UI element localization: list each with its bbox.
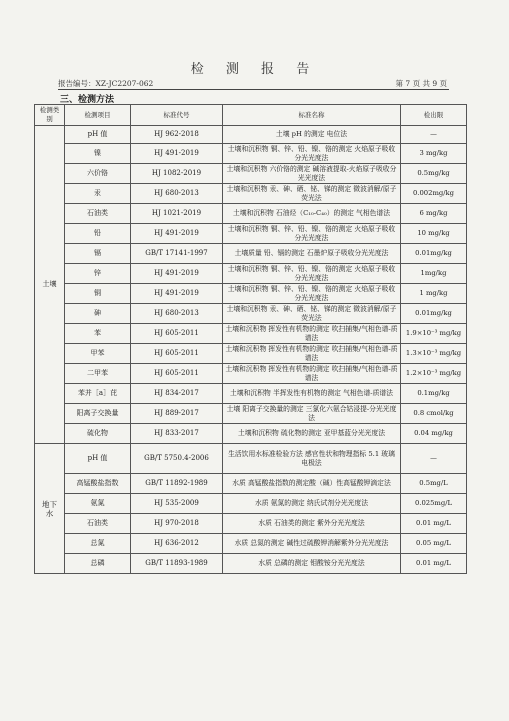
method-cell: 土壤质量 铅、镉的测定 石墨炉原子吸收分光光度法 bbox=[223, 244, 401, 264]
header-method: 标准名称 bbox=[223, 105, 401, 126]
code-cell: HJ 491-2019 bbox=[131, 284, 223, 304]
item-cell: 硫化物 bbox=[65, 424, 131, 444]
code-cell: HJ 962-2018 bbox=[131, 126, 223, 144]
code-cell: GB/T 11892-1989 bbox=[131, 474, 223, 494]
limit-cell: 0.01 mg/L bbox=[401, 554, 467, 574]
limit-cell: 0.8 cmol/kg bbox=[401, 404, 467, 424]
method-cell: 土壤 阳离子交换量的测定 三氯化六氨合钴浸提-分光光度法 bbox=[223, 404, 401, 424]
header-code: 标准代号 bbox=[131, 105, 223, 126]
limit-cell: — bbox=[401, 126, 467, 144]
table-row bbox=[35, 424, 467, 444]
code-cell: HJ 1021-2019 bbox=[131, 204, 223, 224]
item-cell: 铜 bbox=[65, 284, 131, 304]
table-row bbox=[35, 404, 467, 424]
table-row bbox=[35, 324, 467, 344]
code-cell: HJ 491-2019 bbox=[131, 224, 223, 244]
item-cell: 高锰酸盐指数 bbox=[65, 474, 131, 494]
code-cell: HJ 680-2013 bbox=[131, 184, 223, 204]
report-number: 报告编号：XZ-JC2207-062 bbox=[58, 79, 154, 88]
section-title: 三、检测方法 bbox=[60, 95, 115, 105]
category-cell: 地下水 bbox=[35, 444, 65, 574]
code-cell: HJ 605-2011 bbox=[131, 344, 223, 364]
table-row bbox=[35, 444, 467, 474]
table-row bbox=[35, 514, 467, 534]
table-row bbox=[35, 304, 467, 324]
method-cell: 土壤和沉积物 挥发性有机物的测定 吹扫捕集/气相色谱-质谱法 bbox=[223, 364, 401, 384]
header-divider bbox=[58, 89, 449, 90]
limit-cell: 10 mg/kg bbox=[401, 224, 467, 244]
code-cell: GB/T 5750.4-2006 bbox=[131, 444, 223, 474]
code-cell: HJ 680-2013 bbox=[131, 304, 223, 324]
item-cell: 石油类 bbox=[65, 204, 131, 224]
method-cell: 土壤和沉积物 铜、锌、铅、镍、铬的测定 火焰原子吸收分光光度法 bbox=[223, 144, 401, 164]
page-info: 第 7 页 共 9 页 bbox=[395, 79, 447, 88]
item-cell: 镉 bbox=[65, 244, 131, 264]
item-cell: 锌 bbox=[65, 264, 131, 284]
code-cell: HJ 535-2009 bbox=[131, 494, 223, 514]
method-cell: 水质 高锰酸盐指数的测定酸（碱）性高锰酸钾滴定法 bbox=[223, 474, 401, 494]
limit-cell: 1 mg/kg bbox=[401, 284, 467, 304]
code-cell: HJ 491-2019 bbox=[131, 144, 223, 164]
header-item: 检测项目 bbox=[65, 105, 131, 126]
item-cell: 砷 bbox=[65, 304, 131, 324]
item-cell: 总氮 bbox=[65, 534, 131, 554]
header-category: 检测类别 bbox=[35, 105, 65, 126]
code-cell: HJ 605-2011 bbox=[131, 364, 223, 384]
item-cell: 苯并［a］芘 bbox=[65, 384, 131, 404]
header-limit: 检出限 bbox=[401, 105, 467, 126]
item-cell: 总磷 bbox=[65, 554, 131, 574]
method-cell: 土壤和沉积物 汞、砷、硒、铋、锑的测定 微波消解/原子荧光法 bbox=[223, 184, 401, 204]
table-row bbox=[35, 554, 467, 574]
code-cell: HJ 834-2017 bbox=[131, 384, 223, 404]
table-row bbox=[35, 184, 467, 204]
table-row bbox=[35, 534, 467, 554]
category-cell: 土壤 bbox=[35, 126, 65, 444]
method-cell: 水质 石油类的测定 紫外分光光度法 bbox=[223, 514, 401, 534]
item-cell: 甲苯 bbox=[65, 344, 131, 364]
limit-cell: 1.3×10⁻³ mg/kg bbox=[401, 344, 467, 364]
item-cell: 阳离子交换量 bbox=[65, 404, 131, 424]
code-cell: HJ 491-2019 bbox=[131, 264, 223, 284]
table-row bbox=[35, 264, 467, 284]
table-row bbox=[35, 204, 467, 224]
method-cell: 土壤和沉积物 汞、砷、硒、铋、锑的测定 微波消解/原子荧光法 bbox=[223, 304, 401, 324]
limit-cell: 0.01mg/kg bbox=[401, 304, 467, 324]
method-cell: 土壤和沉积物 挥发性有机物的测定 吹扫捕集/气相色谱-质谱法 bbox=[223, 344, 401, 364]
method-cell: 土壤和沉积物 硫化物的测定 亚甲基蓝分光光度法 bbox=[223, 424, 401, 444]
table-row bbox=[35, 284, 467, 304]
method-cell: 土壤和沉积物 铜、锌、铅、镍、铬的测定 火焰原子吸收分光光度法 bbox=[223, 264, 401, 284]
limit-cell: 0.025mg/L bbox=[401, 494, 467, 514]
limit-cell: 0.002mg/kg bbox=[401, 184, 467, 204]
limit-cell: 0.01 mg/L bbox=[401, 514, 467, 534]
item-cell: 石油类 bbox=[65, 514, 131, 534]
table-row bbox=[35, 164, 467, 184]
method-cell: 水质 总氮的测定 碱性过硫酸钾消解紫外分光光度法 bbox=[223, 534, 401, 554]
methods-table bbox=[34, 104, 467, 574]
limit-cell: 0.04 mg/kg bbox=[401, 424, 467, 444]
item-cell: 镍 bbox=[65, 144, 131, 164]
method-cell: 土壤和沉积物 铜、锌、铅、镍、铬的测定 火焰原子吸收分光光度法 bbox=[223, 284, 401, 304]
item-cell: 二甲苯 bbox=[65, 364, 131, 384]
limit-cell: 1.2×10⁻³ mg/kg bbox=[401, 364, 467, 384]
table-row bbox=[35, 126, 467, 144]
table-row bbox=[35, 224, 467, 244]
code-cell: HJ 970-2018 bbox=[131, 514, 223, 534]
method-cell: 土壤和沉积物 石油烃（C₁₀-C₄₀）的测定 气相色谱法 bbox=[223, 204, 401, 224]
code-cell: GB/T 17141-1997 bbox=[131, 244, 223, 264]
method-cell: 水质 氨氮的测定 纳氏试剂分光光度法 bbox=[223, 494, 401, 514]
table-header-row bbox=[35, 105, 467, 126]
limit-cell: 0.5mg/L bbox=[401, 474, 467, 494]
report-title: 检 测 报 告 bbox=[190, 62, 319, 77]
limit-cell: 1mg/kg bbox=[401, 264, 467, 284]
item-cell: 氨氮 bbox=[65, 494, 131, 514]
code-cell: HJ 889-2017 bbox=[131, 404, 223, 424]
item-cell: pH 值 bbox=[65, 444, 131, 474]
item-cell: 六价铬 bbox=[65, 164, 131, 184]
table-row bbox=[35, 244, 467, 264]
limit-cell: 1.9×10⁻³ mg/kg bbox=[401, 324, 467, 344]
code-cell: HJ 1082-2019 bbox=[131, 164, 223, 184]
method-cell: 土壤和沉积物 铜、锌、铅、镍、铬的测定 火焰原子吸收分光光度法 bbox=[223, 224, 401, 244]
method-cell: 生活饮用水标准检验方法 感官性状和物理指标 5.1 玻璃电极法 bbox=[223, 444, 401, 474]
method-cell: 水质 总磷的测定 钼酸铵分光光度法 bbox=[223, 554, 401, 574]
code-cell: GB/T 11893-1989 bbox=[131, 554, 223, 574]
method-cell: 土壤和沉积物 半挥发性有机物的测定 气相色谱-质谱法 bbox=[223, 384, 401, 404]
limit-cell: 0.01mg/kg bbox=[401, 244, 467, 264]
item-cell: 汞 bbox=[65, 184, 131, 204]
method-cell: 土壤和沉积物 挥发性有机物的测定 吹扫捕集/气相色谱-质谱法 bbox=[223, 324, 401, 344]
table-row bbox=[35, 364, 467, 384]
method-cell: 土壤和沉积物 六价铬的测定 碱溶液提取-火焰原子吸收分光光度法 bbox=[223, 164, 401, 184]
limit-cell: 0.1mg/kg bbox=[401, 384, 467, 404]
table-row bbox=[35, 384, 467, 404]
limit-cell: 0.5mg/kg bbox=[401, 164, 467, 184]
limit-cell: 0.05 mg/L bbox=[401, 534, 467, 554]
table-row bbox=[35, 144, 467, 164]
code-cell: HJ 833-2017 bbox=[131, 424, 223, 444]
code-cell: HJ 636-2012 bbox=[131, 534, 223, 554]
limit-cell: 6 mg/kg bbox=[401, 204, 467, 224]
table-row bbox=[35, 474, 467, 494]
table-row bbox=[35, 344, 467, 364]
method-cell: 土壤 pH 的测定 电位法 bbox=[223, 126, 401, 144]
item-cell: 苯 bbox=[65, 324, 131, 344]
item-cell: 铅 bbox=[65, 224, 131, 244]
item-cell: pH 值 bbox=[65, 126, 131, 144]
table-row bbox=[35, 494, 467, 514]
code-cell: HJ 605-2011 bbox=[131, 324, 223, 344]
limit-cell: 3 mg/kg bbox=[401, 144, 467, 164]
limit-cell: — bbox=[401, 444, 467, 474]
